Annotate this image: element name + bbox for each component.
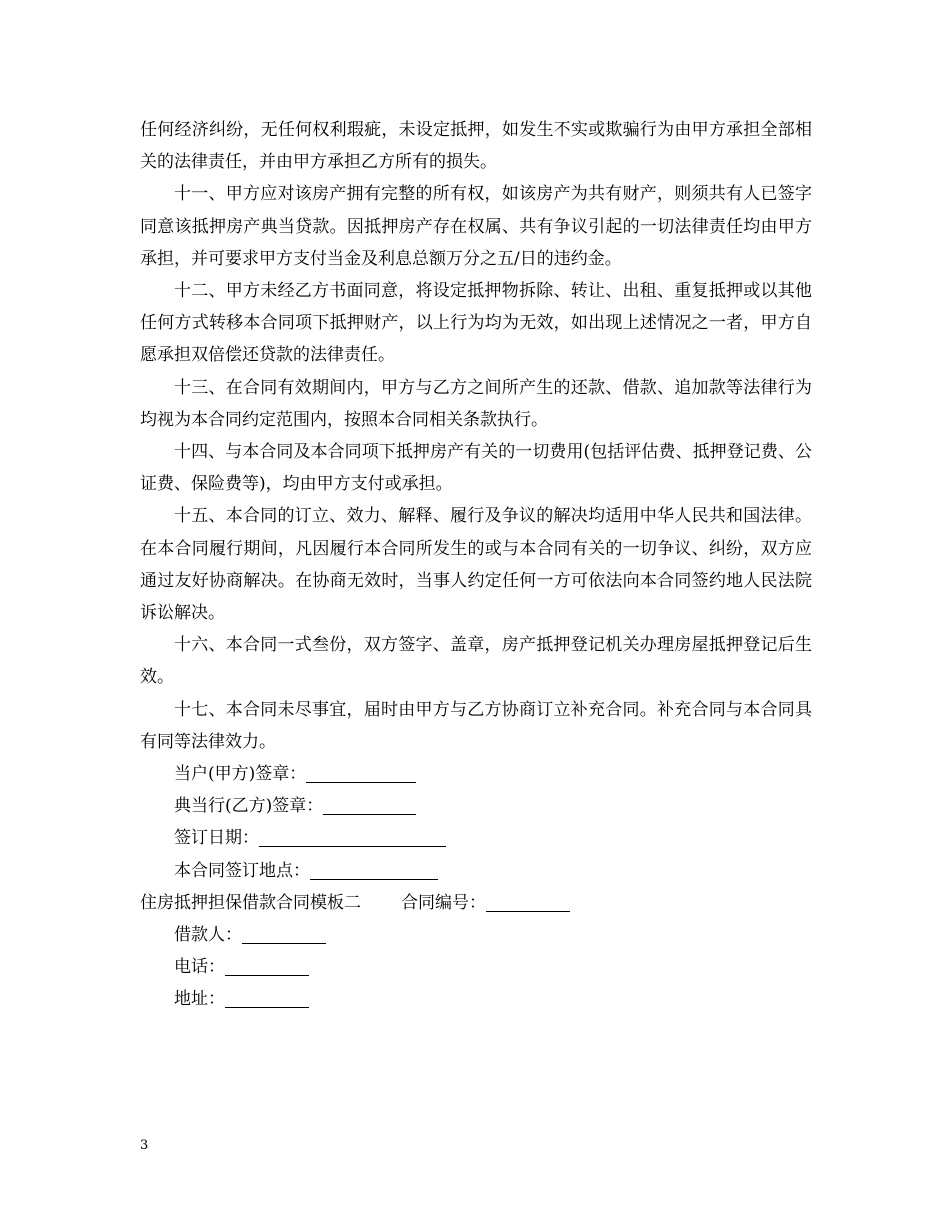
signature-party-a-label: 当户(甲方)签章： bbox=[174, 764, 307, 785]
signing-place bbox=[140, 855, 812, 887]
borrower-phone-label: 电话： bbox=[174, 957, 225, 978]
next-contract-heading bbox=[140, 887, 812, 919]
signature-party-b-label: 典当行(乙方)签章： bbox=[174, 796, 324, 817]
borrower-phone bbox=[140, 951, 812, 983]
clause-17: 十七、本合同未尽事宜，届时由甲方与乙方协商订立补充合同。补充合同与本合同具有同等法律效力。 bbox=[140, 699, 812, 752]
clause-15: 十五、本合同的订立、效力、解释、履行及争议的解决均适用中华人民共和国法律。在本合同履行期间，凡因履行本合同所发生的或与本合同有关的一切争议、纠纷，双方应通过友好协商解决。在协商无效时，当事人约定任何一方可依法向本合同签约地人民法院诉讼解决。 bbox=[140, 506, 812, 624]
page-number: 3 bbox=[140, 1138, 149, 1153]
borrower-address bbox=[140, 983, 812, 1015]
signing-date-label: 签订日期： bbox=[174, 828, 259, 849]
borrower-name-label: 借款人： bbox=[174, 925, 242, 946]
clause-16: 十六、本合同一式叁份，双方签字、盖章，房产抵押登记机关办理房屋抵押登记后生效。 bbox=[140, 635, 812, 688]
borrower-address-label: 地址： bbox=[174, 989, 225, 1010]
signature-party-a bbox=[140, 758, 812, 790]
borrower-address-blank[interactable] bbox=[225, 987, 309, 1008]
clause-13: 十三、在合同有效期间内，甲方与乙方之间所产生的还款、借款、追加款等法律行为均视为本合同约定范围内，按照本合同相关条款执行。 bbox=[140, 377, 812, 430]
clause-12: 十二、甲方未经乙方书面同意，将设定抵押物拆除、转让、出租、重复抵押或以其他任何方式转移本合同项下抵押财产，以上行为均为无效，如出现上述情况之一者，甲方自愿承担双倍偿还贷款的法律责任。 bbox=[140, 281, 812, 366]
borrower-name-blank[interactable] bbox=[242, 923, 326, 944]
signature-party-a-blank[interactable] bbox=[306, 762, 416, 783]
signing-place-label: 本合同签订地点： bbox=[174, 860, 310, 881]
paragraph-continuation: 任何经济纠纷，无任何权利瑕疵，未设定抵押，如发生不实或欺骗行为由甲方承担全部相关的法律责任，并由甲方承担乙方所有的损失。 bbox=[140, 120, 812, 173]
clause-14: 十四、与本合同及本合同项下抵押房产有关的一切费用(包括评估费、抵押登记费、公证费、保险费等)，均由甲方支付或承担。 bbox=[140, 442, 812, 495]
contract-number-blank[interactable] bbox=[486, 891, 570, 912]
signature-party-b bbox=[140, 790, 812, 822]
contract-number-label: 合同编号： bbox=[401, 892, 486, 913]
borrower-phone-blank[interactable] bbox=[225, 955, 309, 976]
signature-party-b-blank[interactable] bbox=[323, 794, 416, 815]
next-contract-title: 住房抵押担保借款合同模板二 bbox=[140, 892, 361, 913]
document-body bbox=[140, 114, 812, 1016]
signing-date-blank[interactable] bbox=[259, 826, 446, 847]
clause-11: 十一、甲方应对该房产拥有完整的所有权，如该房产为共有财产，则须共有人已签字同意该抵押房产典当贷款。因抵押房产存在权属、共有争议引起的一切法律责任均由甲方承担，并可要求甲方支付当金及利息总额万分之五/日的违约金。 bbox=[140, 184, 812, 269]
signing-date bbox=[140, 822, 812, 854]
borrower-name bbox=[140, 919, 812, 951]
signing-place-blank[interactable] bbox=[310, 859, 438, 880]
